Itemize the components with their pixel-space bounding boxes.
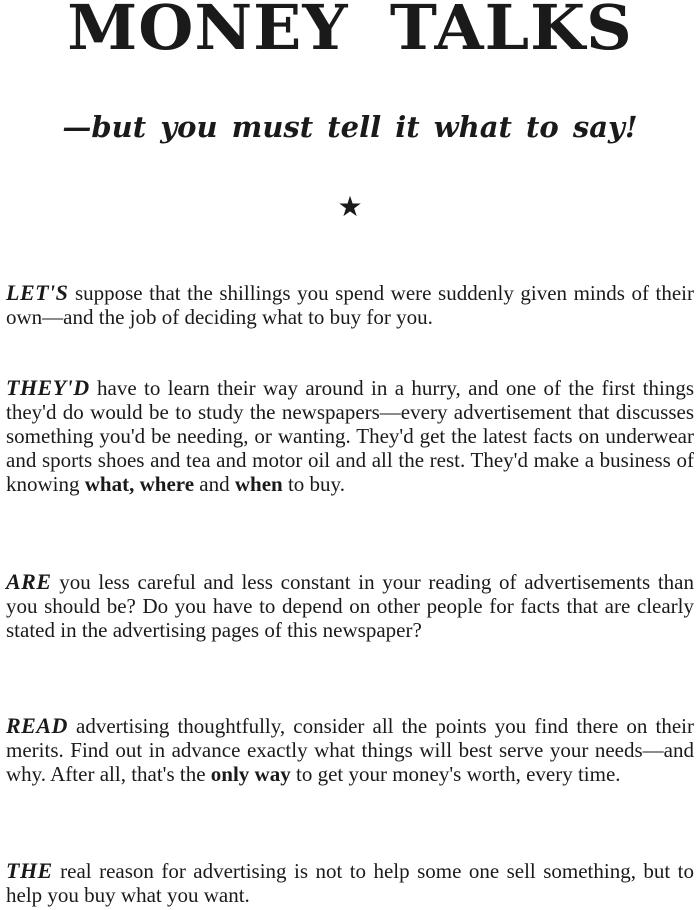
paragraph-text: real reason for advertising is not to help some one sell something, but to help you buy what you want. [6, 859, 694, 907]
star-icon: ★ [337, 190, 363, 223]
emphasis-what: what, [84, 472, 135, 496]
paragraph-lead: THE [6, 858, 53, 883]
emphasis-where: where [139, 472, 195, 496]
subheadline: —but you must tell it what to say! [62, 110, 638, 144]
paragraph-lead: READ [6, 713, 68, 738]
emphasis-only-way: only way [210, 762, 291, 786]
paragraph-theyd [6, 376, 694, 496]
paragraph-read [6, 714, 694, 786]
paragraph-lets [6, 281, 694, 329]
paragraph-text: have to learn their way around in a hurry, and one of the first things they'd do would be to study the newspapers—every advertisement that discusses something you'd be needing, or wanting. They'd get the latest facts on underwear and sports shoes and tea and motor oil and all the rest. They'd make a business of knowing [6, 376, 694, 496]
paragraph-text: and [194, 472, 235, 496]
paragraph-lead: LET'S [6, 280, 69, 305]
headline: MONEY TALKS [67, 0, 633, 64]
paragraph-text: to buy. [282, 472, 345, 496]
paragraph-lead: THEY'D [6, 375, 90, 400]
emphasis-when: when [234, 472, 283, 496]
paragraph-text: suppose that the shillings you spend were suddenly given minds of their own—and the job of deciding what to buy for you. [6, 281, 694, 329]
paragraph-text: you less careful and less constant in your reading of advertisements than you should be? Do you have to depend on other people for facts that are clearly stated in the advertising pages of this newspaper? [6, 570, 694, 642]
paragraph-the [6, 859, 694, 907]
paragraph-text: advertising thoughtfully, consider all the points you find there on their merits. Find out in advance exactly what things will best serve your needs—and why. After all, that's the [6, 714, 694, 786]
paragraph-are [6, 570, 694, 642]
paragraph-lead: ARE [6, 569, 52, 594]
paragraph-text: to get your money's worth, every time. [290, 762, 621, 786]
